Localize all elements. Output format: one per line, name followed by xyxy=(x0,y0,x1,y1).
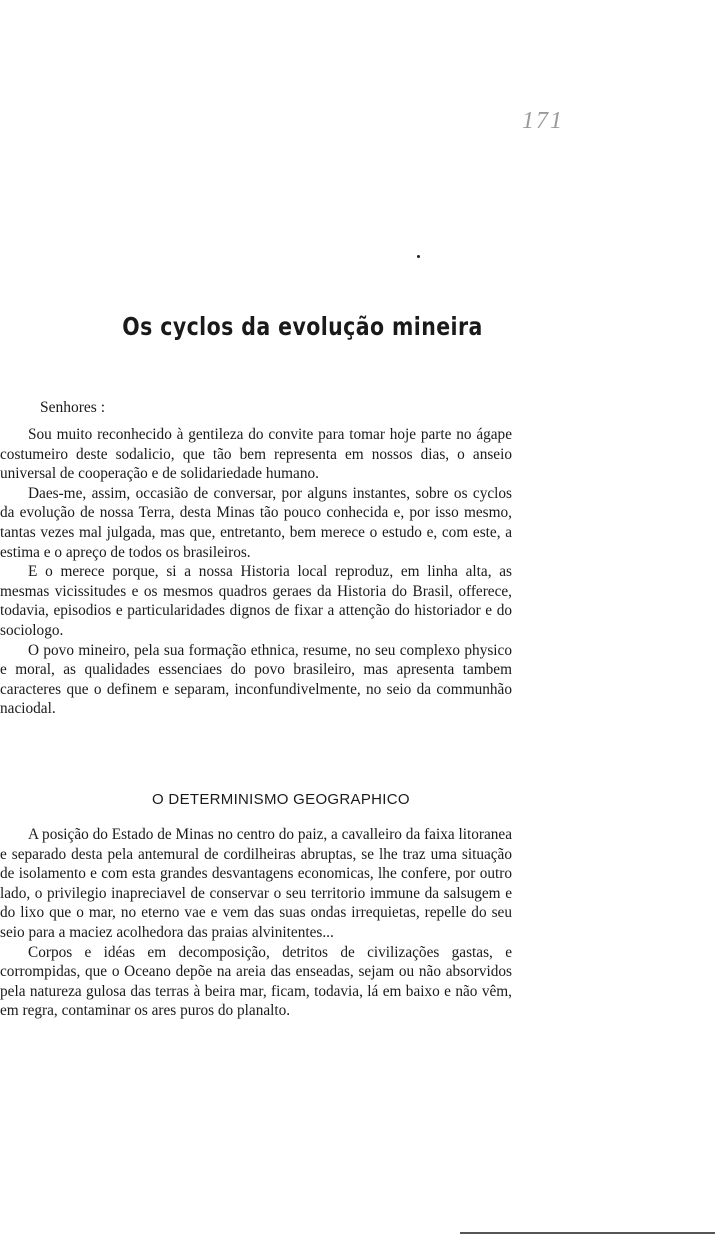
paragraph: Daes-me, assim, occasião de conversar, por alguns instantes, sobre os cyclos da evolução de nossa Terra, desta Minas tão pouco conhecida e, por isso mesmo, tantas vezes mal julgada, mas que, entretanto, bem merece o estudo e, com este, a estima e o apreço de todos os brasileiros. xyxy=(0,484,512,561)
salutation: Senhores : xyxy=(40,399,106,416)
section-heading: O DETERMINISMO GEOGRAPHICO xyxy=(152,791,410,808)
paragraph: E o merece porque, si a nossa Historia local reproduz, em linha alta, as mesmas vicissitudes e os mesmos quadros geraes da Historia do Brasil, offerece, todavia, episodios e particularidades dignos de fixar a attenção do historiador e do sociologo. xyxy=(0,563,512,639)
scan-edge-line xyxy=(460,1232,715,1234)
section-text xyxy=(0,825,512,1021)
paragraph: A posição do Estado de Minas no centro do paiz, a cavalleiro da faixa litoranea e separado desta pela antemural de cordilheiras abruptas, se lhe traz uma situação de isolamento e com esta grandes desvantagens economicas, lhe confere, por outro lado, o privilegio inapreciavel de conservar o seu territorio immune da salsugem e do lixo que o mar, no eterno vae e vem das suas ondas irrequietas, repelle do seu seio para a maciez acolhedora das praias alvinitentes... xyxy=(0,826,512,941)
page-number: 171 xyxy=(522,108,564,134)
intro-text xyxy=(0,425,512,719)
paragraph: O povo mineiro, pela sua formação ethnica, resume, no seu complexo physico e moral, as qualidades essenciaes do povo brasileiro, mas apresenta tambem caracteres que o definem e separam, inconfundivelmente, no seio da communhão naciodal. xyxy=(0,641,512,718)
paragraph: Sou muito reconhecido à gentileza do convite para tomar hoje parte no ágape costumeiro deste sodalicio, que tão bem representa em nossos dias, o anseio universal de cooperação e de solidariedade humano. xyxy=(0,426,512,483)
ink-dot xyxy=(417,255,420,258)
page-title: Os cyclos da evolução mineira xyxy=(122,312,483,341)
paragraph: Corpos e idéas em decomposição, detritos de civilizações gastas, e corrompidas, que o Oceano depõe na areia das enseadas, sejam ou não absorvidos pela natureza gulosa das terras à beira mar, ficam, todavia, lá em baixo e não vêm, em regra, contaminar os ares puros do planalto. xyxy=(0,943,512,1020)
